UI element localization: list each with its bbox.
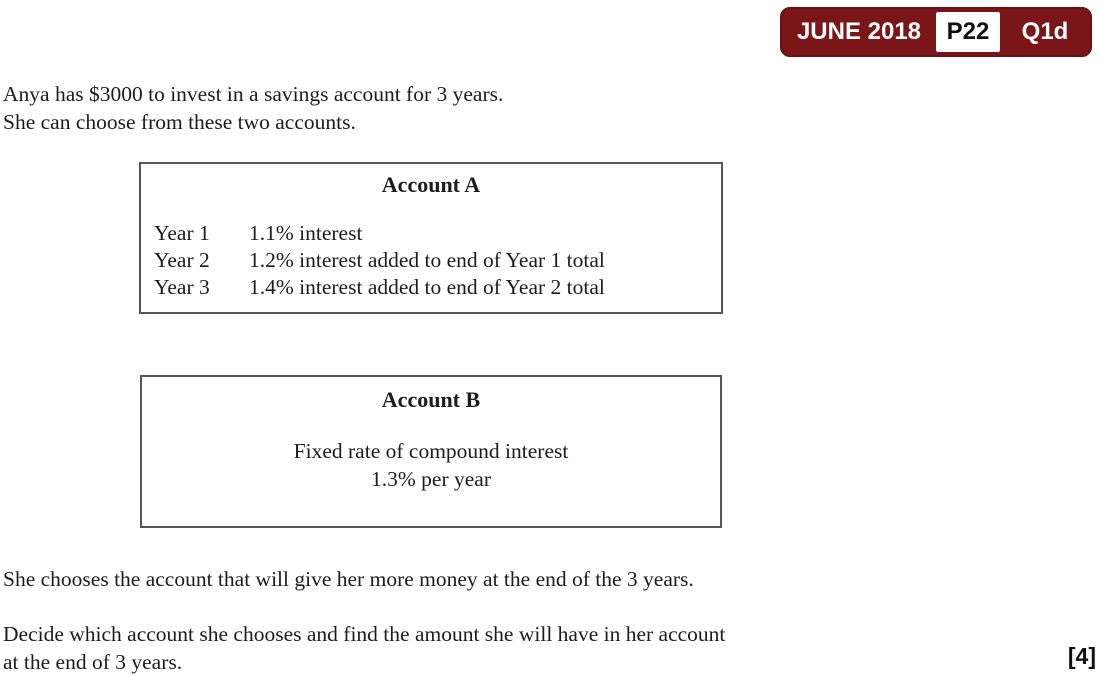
- badge-session-label: JUNE 2018: [796, 18, 922, 45]
- account-a-row-year2: [154, 247, 605, 274]
- account-a-box: [139, 162, 723, 314]
- badge-paper-label: P22: [936, 12, 1000, 52]
- rate-detail: 1.1% interest: [249, 221, 363, 245]
- account-b-description: [142, 437, 720, 493]
- account-a-row-year1: [154, 220, 605, 247]
- account-b-line-2: 1.3% per year: [371, 467, 491, 491]
- closing-line-2: Decide which account she chooses and find the amount she will have in her account: [3, 622, 726, 646]
- account-a-title: Account A: [381, 172, 481, 197]
- rate-detail: 1.2% interest added to end of Year 1 total: [249, 248, 605, 272]
- question-header-badge: [780, 7, 1092, 57]
- account-a-row-year3: [154, 274, 605, 301]
- account-b-box: [140, 375, 722, 528]
- intro-line-1: Anya has $3000 to invest in a savings account for 3 years.: [3, 82, 504, 106]
- year-label: Year 2: [154, 248, 210, 272]
- closing-line-1: She chooses the account that will give her more money at the end of the 3 years.: [3, 567, 694, 591]
- badge-question-label: Q1d: [1021, 18, 1069, 45]
- account-b-title: Account B: [381, 387, 481, 412]
- account-a-rate-table: [154, 220, 605, 301]
- closing-line-3: at the end of 3 years.: [3, 650, 183, 674]
- intro-line-2: She can choose from these two accounts.: [3, 110, 356, 134]
- rate-detail: 1.4% interest added to end of Year 2 total: [249, 275, 605, 299]
- year-label: Year 1: [154, 221, 210, 245]
- account-b-line-1: Fixed rate of compound interest: [293, 439, 569, 463]
- marks-label: [4]: [1067, 643, 1096, 669]
- year-label: Year 3: [154, 275, 210, 299]
